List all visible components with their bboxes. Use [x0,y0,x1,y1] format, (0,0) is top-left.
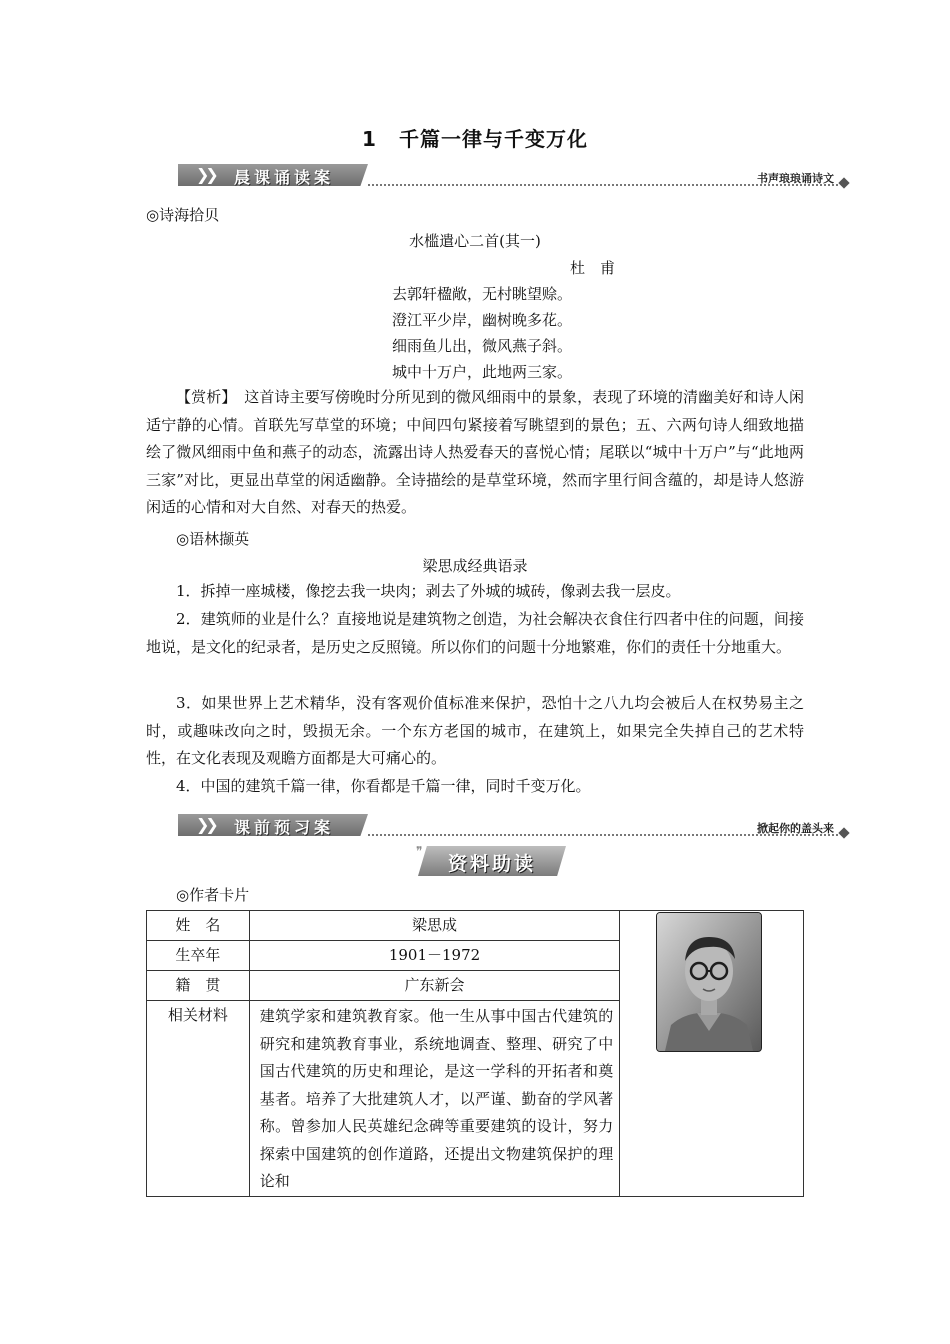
poem-line: 去郭轩楹敞，无村眺望赊。 [392,285,573,303]
lesson-number: 1 [362,127,377,151]
quote-item: 3．如果世界上艺术精华，没有客观价值标准来保护，恐怕十之八九均会被后人在权势易主之时，或趣味改向之时，毁损无余。一个东方老国的城市，在建筑上，如果完全失掉自己的艺术特性，在文化表现及观瞻方面都是大可痛心的。 [146,694,804,767]
banner-preview [178,812,848,838]
double-chevron-icon: ❯❯ [196,165,215,184]
appreciation-paragraph [146,384,804,522]
row-key: 相关材料 [147,1001,250,1197]
section-author-card: ◎作者卡片 [176,886,250,904]
quote-mark-icon: ❞ [416,844,423,858]
quote-item: 2．建筑师的业是什么？直接地说是建筑物之创造，为社会解决衣食住行四者中住的问题，间接地说，是文化的纪录者，是历史之反照镜。所以你们的问题十分地繁难，你们的责任十分地重大。 [146,610,804,656]
appreciation-label: 【赏析】 [176,388,230,406]
banner-label: 晨课诵读案 [234,168,335,187]
section-quotes: ◎语林撷英 [176,530,250,548]
author-portrait [656,912,762,1052]
row-value: 梁思成 [249,911,620,941]
quotes-heading: 梁思成经典语录 [422,557,528,575]
poem-line: 细雨鱼儿出，微风燕子斜。 [392,337,573,355]
banner-morning-reading [178,162,848,188]
reading-aid-badge [418,846,566,876]
row-key: 姓 名 [147,911,250,941]
appreciation-text: 这首诗主要写傍晚时分所见到的微风细雨中的景象，表现了环境的清幽美好和诗人闲适宁静的心情。首联先写草堂的环境；中间四句紧接着写眺望到的景色；五、六两句诗人细致地描绘了微风细雨中鱼和燕子的动态，流露出诗人热爱春天的喜悦心情；尾联以“城中十万户”与“此地两三家”对比，更显出草堂的闲适幽静。全诗描绘的是草堂环境，然而字里行间含蕴的，却是诗人悠游闲适的心情和对大自然、对春天的热爱。 [146,388,804,516]
diamond-icon [838,827,849,838]
poem-line: 澄江平少岸，幽树晚多花。 [392,311,573,329]
poem-title: 水槛遣心二首(其一) [409,232,541,250]
poem-author: 杜 甫 [570,259,616,277]
section-poetry: ◎诗海拾贝 [146,206,220,224]
portrait-illustration [657,913,761,1051]
badge-label: 资料助读 [447,853,536,875]
diamond-icon [838,177,849,188]
quote-item: 1．拆掉一座城楼，像挖去我一块肉；剥去了外城的城砖，像剥去我一层皮。 [176,582,681,600]
poem-line: 城中十万户，此地两三家。 [392,363,573,381]
row-value: 广东新会 [249,971,620,1001]
row-key: 籍 贯 [147,971,250,1001]
quote-item: 4．中国的建筑千篇一律，你看都是千篇一律，同时千变万化。 [176,777,591,795]
row-key: 生卒年 [147,941,250,971]
row-value: 建筑学家和建筑教育家。他一生从事中国古代建筑的研究和建筑教育事业，系统地调查、整理、研究了中国古代建筑的历史和理论，是这一学科的开拓者和奠基者。培养了大批建筑人才，以严谨、勤奋的学风著称。曾参加人民英雄纪念碑等重要建筑的设计，努力探索中国建筑的创作道路，还提出文物建筑保护的理论和 [249,1001,620,1197]
row-value: 1901－1972 [249,941,620,971]
lesson-title-text: 千篇一律与千变万化 [398,127,588,151]
banner-label: 课前预习案 [234,818,335,837]
double-chevron-icon: ❯❯ [196,815,215,834]
lesson-title [0,123,950,152]
banner-tagline: 书声琅琅诵诗文 [757,172,834,185]
banner-tagline: 掀起你的盖头来 [757,822,834,835]
